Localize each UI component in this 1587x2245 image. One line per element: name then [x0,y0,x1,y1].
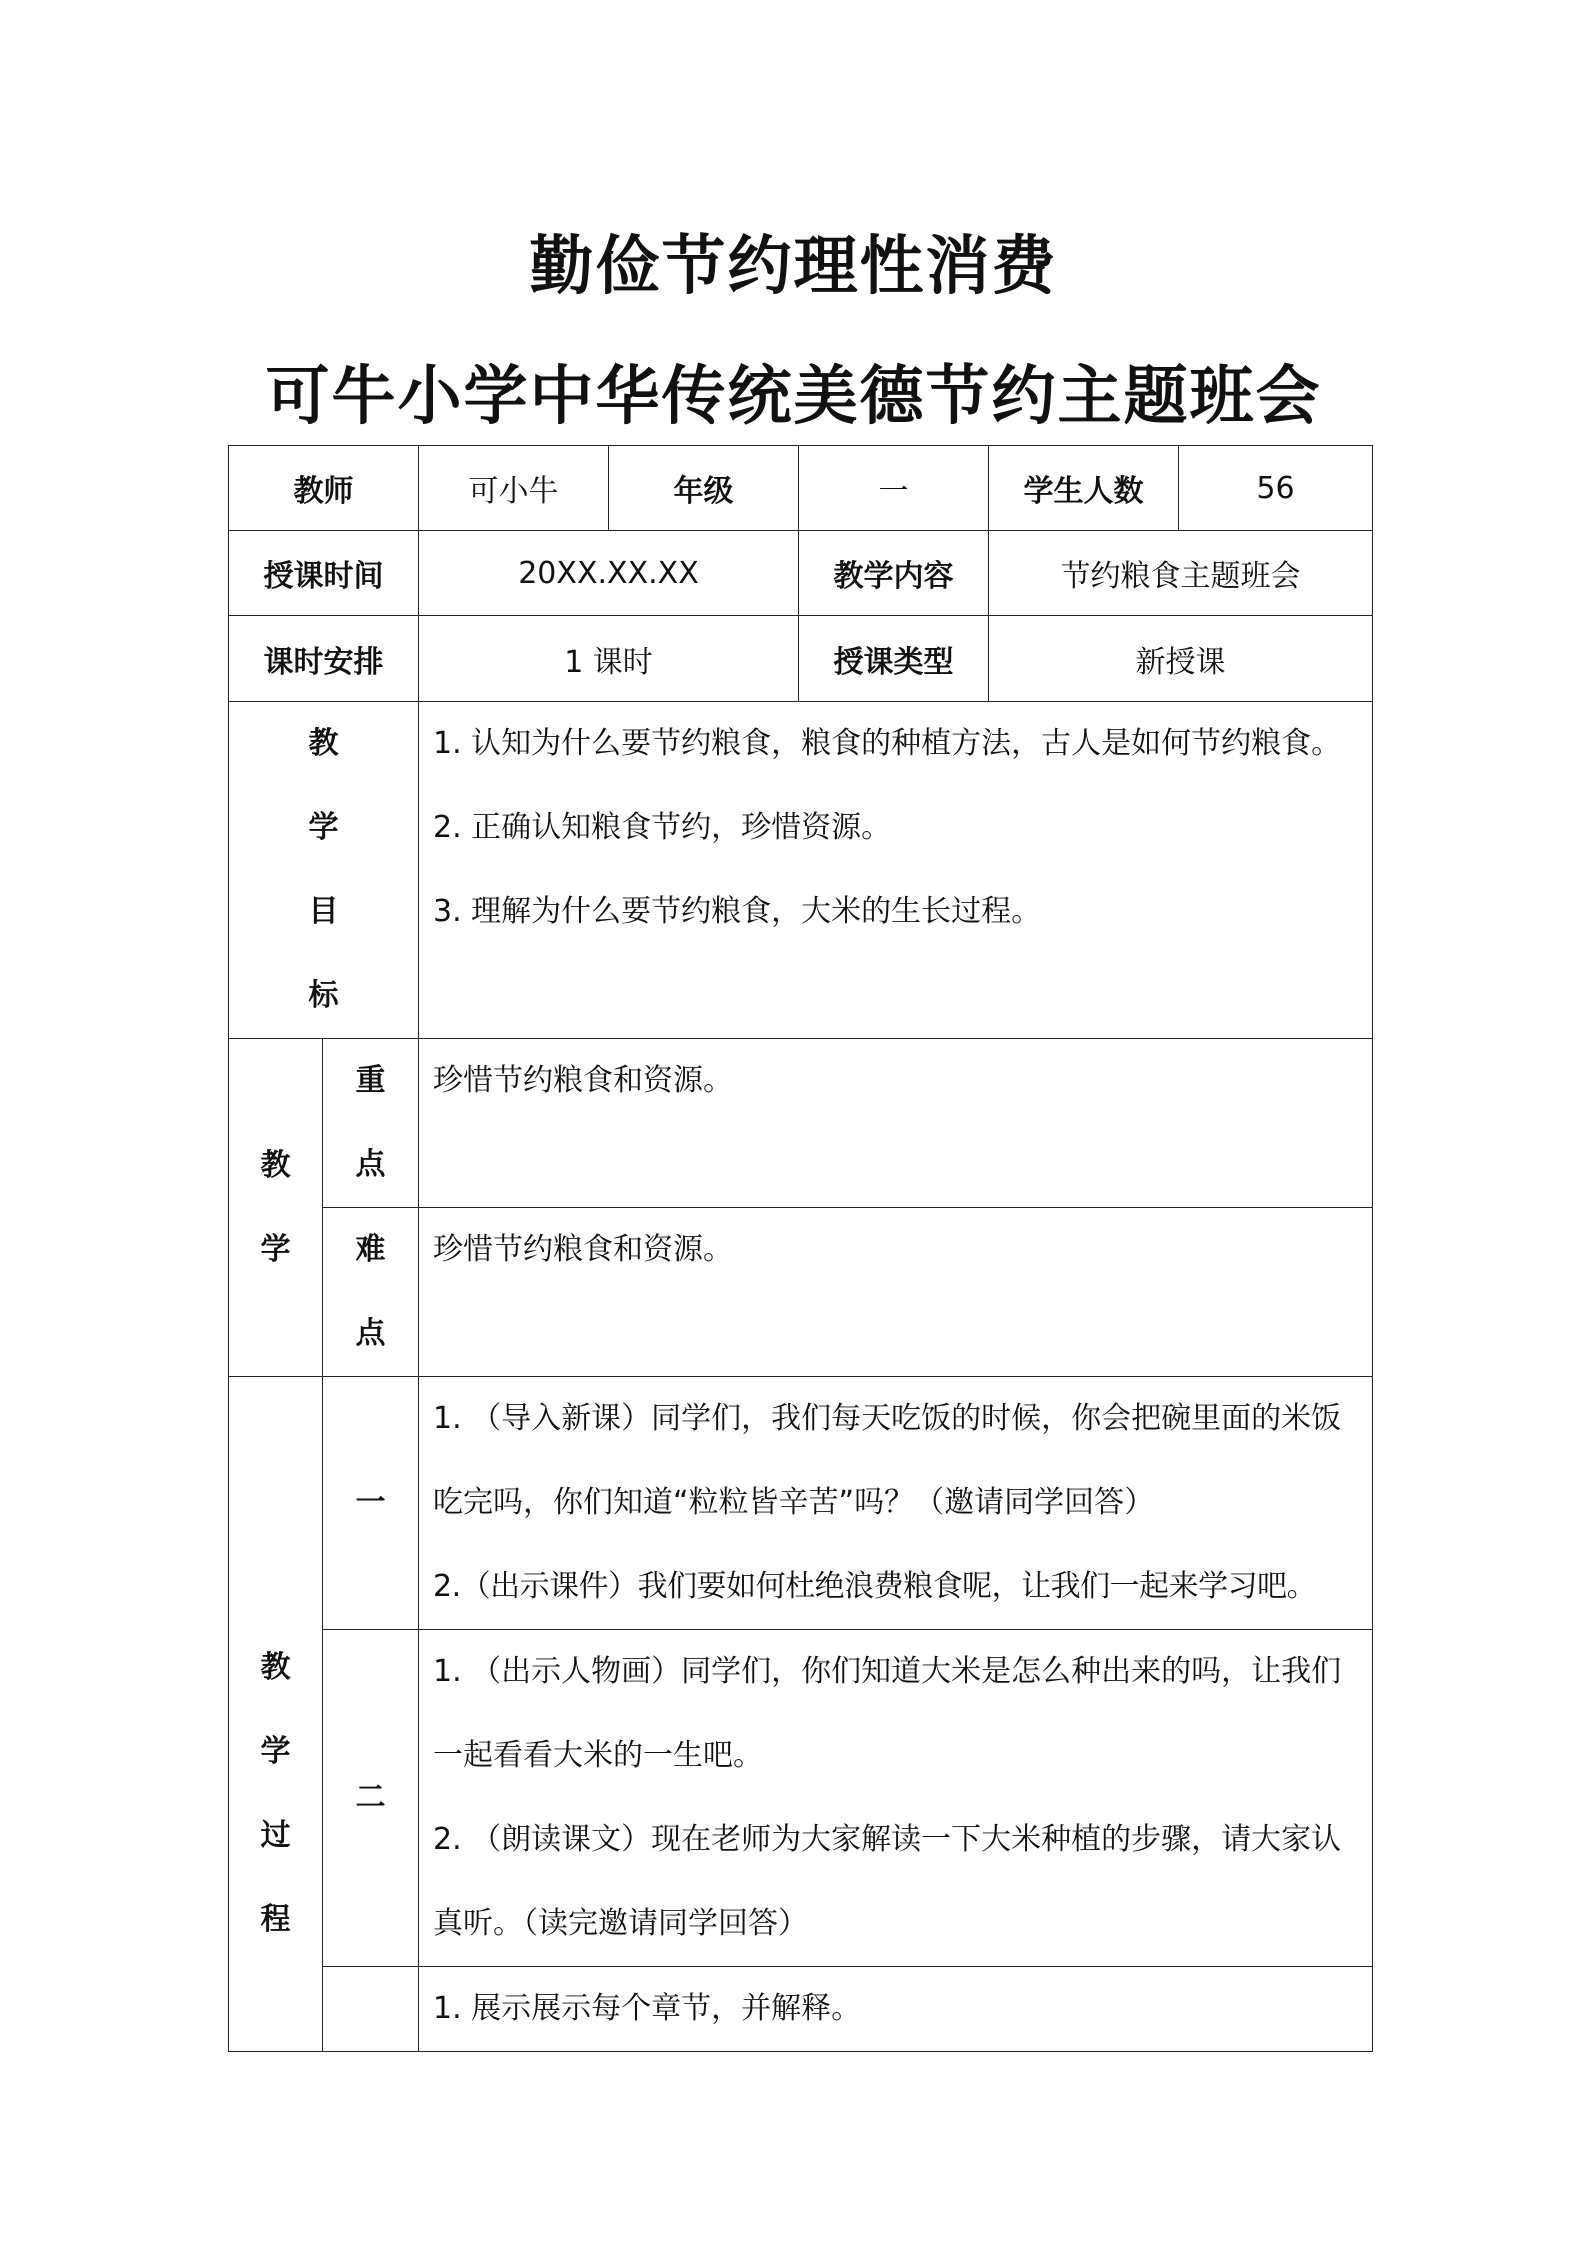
step-item: 1. （导入新课）同学们，我们每天吃饭的时候，你会把碗里面的米饭吃完吗，你们知道“粒粒皆辛苦”吗？（邀请同学回答） [433,1401,1342,1520]
goals-label: 教 学 目 标 [229,702,419,1039]
content-label: 教学内容 [799,531,989,616]
students-value: 56 [1179,446,1373,531]
step-item: 2. （朗读课文）现在老师为大家解读一下大米种植的步骤，请大家认真听。（读完邀请同学回答） [433,1822,1342,1941]
process-step-label: 一 [323,1377,419,1630]
step-item: 1. （出示人物画）同学们，你们知道大米是怎么种出来的吗，让我们一起看看大米的一生吧。 [433,1654,1342,1773]
process-step-content [419,1967,1373,2052]
title-line-1: 勤俭节约理性消费 [529,230,1058,304]
key-point-text: 珍惜节约粮食和资源。 [419,1039,1373,1208]
goal-item: 3. 理解为什么要节约粮食，大米的生长过程。 [433,894,1042,929]
step-item: 2.（出示课件）我们要如何杜绝浪费粮食呢，让我们一起来学习吧。 [433,1569,1317,1604]
title-line-2: 可牛小学中华传统美德节约主题班会 [265,360,1322,434]
process-step-content [419,1377,1373,1630]
type-value: 新授课 [989,616,1373,702]
students-label: 学生人数 [989,446,1179,531]
teacher-label: 教师 [229,446,419,531]
lesson-plan-table [228,445,1373,2052]
focus-outer-label: 教 学 [229,1039,323,1377]
time-value: 20XX.XX.XX [419,531,799,616]
schedule-value: 1 课时 [419,616,799,702]
difficult-point-label: 难 点 [323,1208,419,1377]
goals-content [419,702,1373,1039]
time-label: 授课时间 [229,531,419,616]
key-point-label: 重 点 [323,1039,419,1208]
process-label: 教 学 过 程 [229,1377,323,2052]
process-step-label: 二 [323,1630,419,1967]
goal-item: 1. 认知为什么要节约粮食，粮食的种植方法，古人是如何节约粮食。 [433,726,1342,761]
process-step-label [323,1967,419,2052]
grade-value: 一 [799,446,989,531]
teacher-value: 可小牛 [419,446,609,531]
step-item: 1. 展示展示每个章节，并解释。 [433,1991,862,2026]
difficult-point-text: 珍惜节约粮食和资源。 [419,1208,1373,1377]
process-step-content [419,1630,1373,1967]
content-value: 节约粮食主题班会 [989,531,1373,616]
goal-item: 2. 正确认知粮食节约，珍惜资源。 [433,810,892,845]
type-label: 授课类型 [799,616,989,702]
grade-label: 年级 [609,446,799,531]
schedule-label: 课时安排 [229,616,419,702]
